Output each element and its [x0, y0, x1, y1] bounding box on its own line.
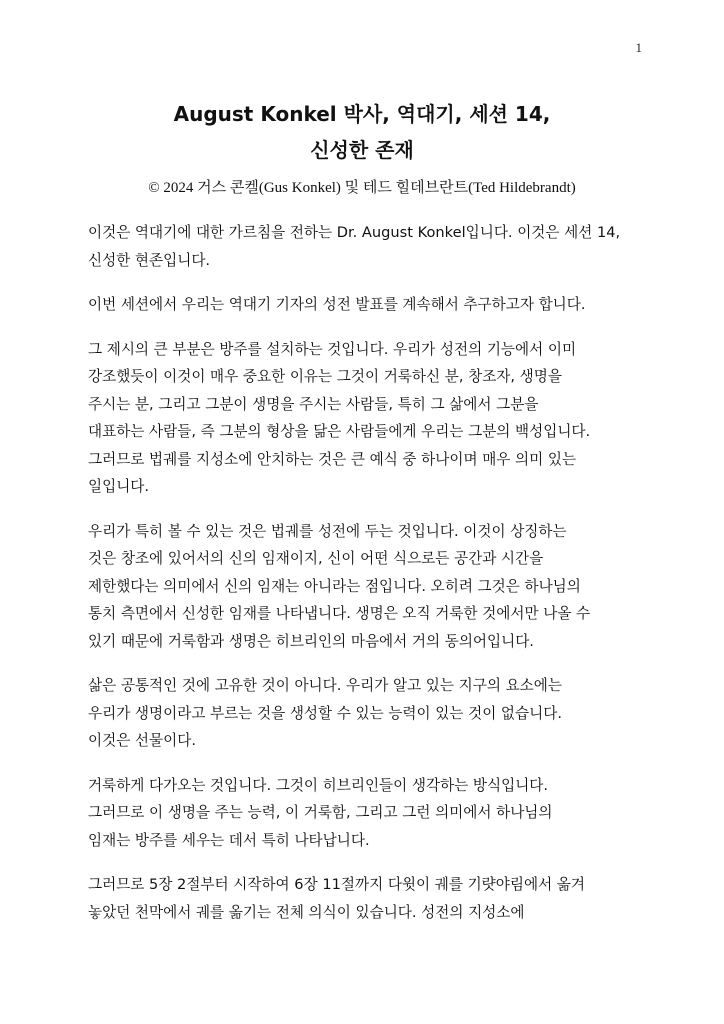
page-number: 1 — [635, 40, 642, 55]
document-title — [0, 96, 724, 168]
paragraph-line: 그러므로 5장 2절부터 시작하여 6장 11절까지 다윗이 궤를 기럇야림에서 옮겨 — [88, 876, 586, 893]
paragraph-line: 우리가 생명이라고 부르는 것을 생성할 수 있는 능력이 있는 것이 없습니다. — [88, 704, 562, 722]
paragraph-line: 통치 측면에서 신성한 임재를 나타냅니다. 생명은 오직 거룩한 것에서만 나올 수 — [88, 605, 591, 622]
paragraph-line: 그러므로 이 생명을 주는 능력, 이 거룩함, 그리고 그런 의미에서 하나님의 — [88, 804, 553, 821]
paragraph-line: 제한했다는 의미에서 신의 임재는 아니라는 점입니다. 오히려 그것은 하나님의 — [88, 577, 581, 595]
paragraph-line: 강조했듯이 이것이 매우 중요한 이유는 그것이 거룩하신 분, 창조자, 생명을 — [88, 368, 562, 385]
paragraph-line: 일입니다. — [88, 478, 150, 495]
paragraph-line: 있기 때문에 거룩함과 생명은 히브리인의 마음에서 거의 동의어입니다. — [88, 632, 534, 650]
paragraph — [88, 518, 648, 656]
paragraph-line: 놓았던 천막에서 궤를 옮기는 전체 의식이 있습니다. 성전의 지성소에 — [88, 903, 525, 921]
paragraph-line: 신성한 현존입니다. — [88, 251, 211, 269]
paragraph-line: 이것은 선물이다. — [88, 732, 196, 749]
paragraph-line: 우리가 특히 볼 수 있는 것은 법궤를 성전에 두는 것입니다. 이것이 상징하는 — [88, 522, 567, 540]
paragraph-line: 임재는 방주를 세우는 데서 특히 나타납니다. — [88, 831, 370, 849]
paragraph-line: 주시는 분, 그리고 그분이 생명을 주시는 사람들, 특히 그 삶에서 그분을 — [88, 395, 539, 413]
paragraph — [88, 772, 648, 855]
paragraph-line: 거룩하게 다가오는 것입니다. 그것이 히브리인들이 생각하는 방식입니다. — [88, 776, 549, 794]
paragraph-line: 것은 창조에 있어서의 신의 임재이지, 신이 어떤 식으로든 공간과 시간을 — [88, 550, 544, 567]
paragraph-line: 그러므로 법궤를 지성소에 안치하는 것은 큰 예식 중 하나이며 매우 의미 있는 — [88, 450, 577, 468]
paragraph-line: 이번 세션에서 우리는 역대기 기자의 성전 발표를 계속해서 추구하고자 합니다. — [88, 296, 586, 313]
copyright-line: © 2024 거스 콘켈(Gus Konkel) 및 테드 힐데브란트(Ted Hildebrandt) — [148, 180, 576, 196]
paragraph-line: 대표하는 사람들, 즉 그분의 형상을 닮은 사람들에게 우리는 그분의 백성입니다. — [88, 423, 591, 440]
paragraph-line: 이것은 역대기에 대한 가르침을 전하는 Dr. August Konkel입니다. 이것은 세션 14, — [88, 224, 621, 241]
title-line-1: August Konkel 박사, 역대기, 세션 14, — [173, 102, 551, 126]
paragraph — [88, 219, 648, 274]
document-body — [88, 219, 648, 943]
paragraph — [88, 291, 648, 319]
paragraph-line: 삶은 공통적인 것에 고유한 것이 아니다. 우리가 알고 있는 지구의 요소에는 — [88, 677, 562, 694]
title-line-2: 신성한 존재 — [310, 138, 414, 162]
paragraph — [88, 871, 648, 926]
paragraph-line: 그 제시의 큰 부분은 방주를 설치하는 것입니다. 우리가 성전의 기능에서 이미 — [88, 340, 577, 358]
paragraph — [88, 672, 648, 755]
paragraph — [88, 336, 648, 501]
